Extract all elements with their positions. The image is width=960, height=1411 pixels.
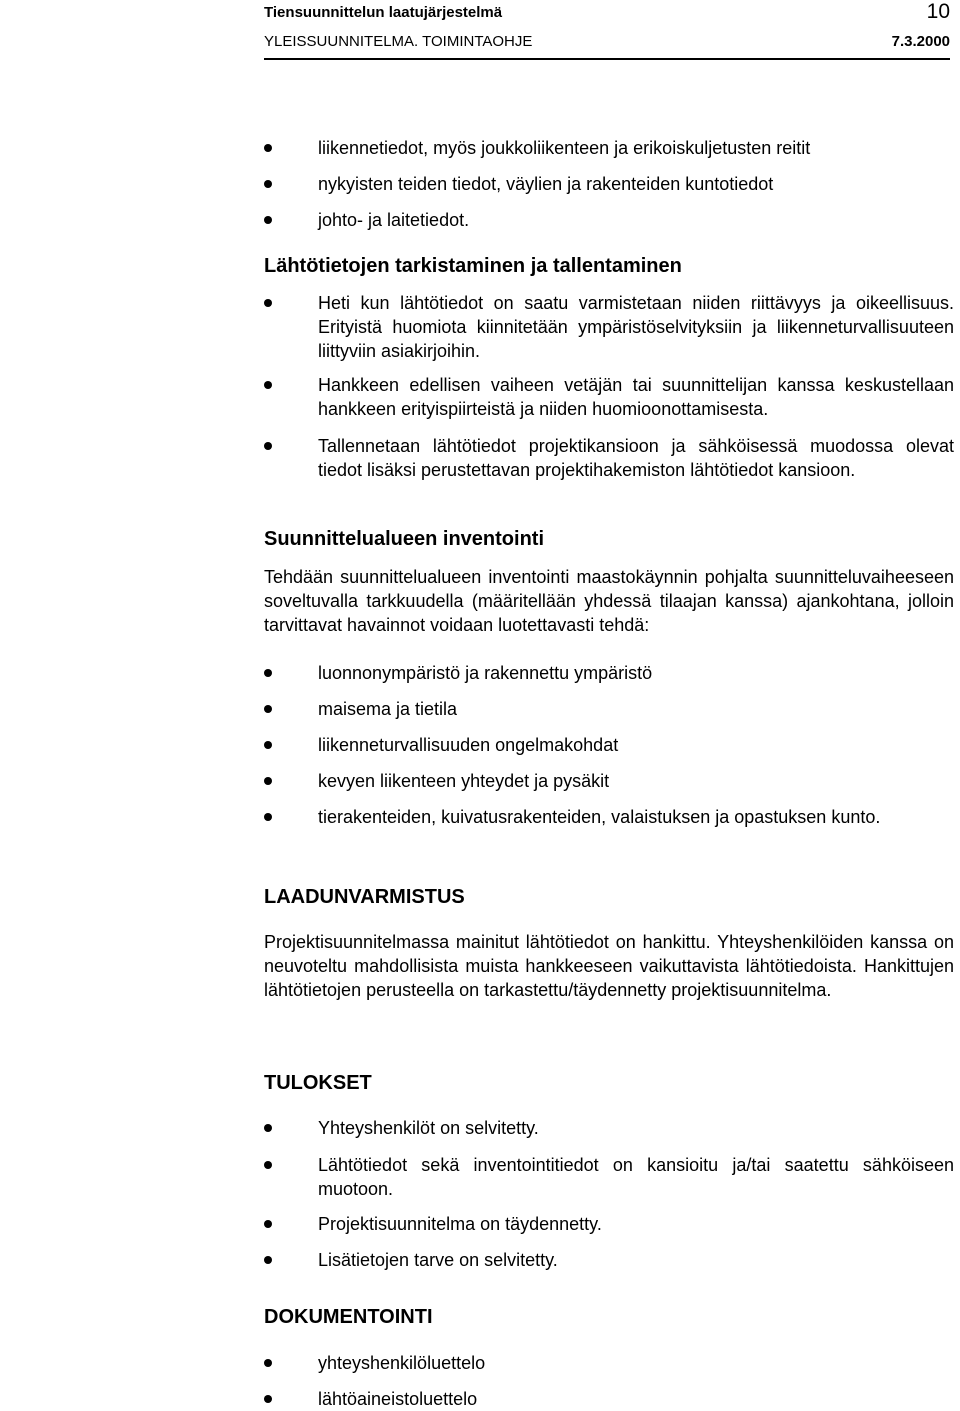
- document-date: 7.3.2000: [891, 33, 950, 50]
- list-item: [264, 805, 954, 829]
- list-item-text: Lisätietojen tarve on selvitetty.: [318, 1250, 558, 1270]
- bullet-icon: [264, 216, 272, 224]
- list-item-text: liikenneturvallisuuden ongelmakohdat: [318, 735, 619, 755]
- bullet-icon: [264, 299, 272, 307]
- list-item-text: Hankkeen edellisen vaiheen vetäjän tai suunnittelijan kanssa keskustellaan hankkeen erityispiirteistä ja niiden huomioonottamisesta.: [318, 375, 954, 419]
- page-number: 10: [926, 0, 950, 23]
- list-item: [264, 136, 954, 160]
- list-item-text: Yhteyshenkilöt on selvitetty.: [318, 1118, 539, 1138]
- bullet-icon: [264, 1359, 272, 1367]
- inventory-paragraph: Tehdään suunnittelualueen inventointi maastokäynnin pohjalta suunnitteluvaiheeseen soveltuvalla tarkkuudella (määritellään yhdessä tilaajan kanssa) ajankohtana, jolloin tarvittavat havainnot voidaan luotettavasti tehdä:: [264, 567, 954, 635]
- document-subtitle: YLEISSUUNNITELMA. TOIMINTAOHJE: [264, 33, 533, 50]
- list-item: [264, 172, 954, 196]
- list-item-text: Tallennetaan lähtötiedot projektikansioon ja sähköisessä muodossa olevat tiedot lisäksi perustettavan projektihakemiston lähtötiedot kansioon.: [318, 436, 954, 480]
- bullet-icon: [264, 144, 272, 152]
- bullet-icon: [264, 1161, 272, 1169]
- list-item: [264, 1351, 954, 1375]
- bullet-icon: [264, 705, 272, 713]
- list-item-text: kevyen liikenteen yhteydet ja pysäkit: [318, 771, 610, 791]
- list-item-text: nykyisten teiden tiedot, väylien ja rakenteiden kuntotiedot: [318, 174, 774, 194]
- list-item: [264, 208, 954, 232]
- bullet-icon: [264, 669, 272, 677]
- quality-paragraph: Projektisuunnitelmassa mainitut lähtötiedot on hankittu. Yhteyshenkilöiden kanssa on neuvoteltu mahdollisista muista hankkeeseen vaikuttavista lähtötiedoista. Hankittujen lähtötietojen perusteella on tarkastettu/täydennetty projektisuunnitelma.: [264, 932, 954, 1000]
- bullet-icon: [264, 180, 272, 188]
- document-title: Tiensuunnittelun laatujärjestelmä: [264, 4, 503, 21]
- list-item: [264, 769, 954, 793]
- list-item-text: Lähtötiedot sekä inventointitiedot on kansioitu ja/tai saatettu sähköiseen muotoon.: [318, 1155, 954, 1199]
- list-item-text: liikennetiedot, myös joukkoliikenteen ja erikoiskuljetusten reitit: [318, 138, 811, 158]
- section-heading-documentation: DOKUMENTOINTI: [264, 1306, 433, 1328]
- bullet-icon: [264, 1395, 272, 1403]
- list-item: [264, 291, 954, 363]
- list-item-text: maisema ja tietila: [318, 699, 458, 719]
- list-item-text: johto- ja laitetiedot.: [318, 210, 470, 230]
- list-item: [264, 373, 954, 421]
- section-heading-inventory: Suunnittelualueen inventointi: [264, 528, 544, 550]
- list-item-text: Projektisuunnitelma on täydennetty.: [318, 1214, 602, 1234]
- list-item: [264, 434, 954, 482]
- bullet-icon: [264, 1256, 272, 1264]
- bullet-icon: [264, 741, 272, 749]
- section-heading-results: TULOKSET: [264, 1072, 372, 1094]
- bullet-icon: [264, 1220, 272, 1228]
- bullet-icon: [264, 777, 272, 785]
- bullet-icon: [264, 381, 272, 389]
- list-item: [264, 1387, 954, 1411]
- list-item: [264, 697, 954, 721]
- bullet-icon: [264, 1124, 272, 1132]
- section-heading-checking: Lähtötietojen tarkistaminen ja tallentaminen: [264, 255, 682, 277]
- list-item-text: lähtöaineistoluettelo: [318, 1389, 478, 1409]
- bullet-icon: [264, 813, 272, 821]
- list-item: [264, 1153, 954, 1201]
- list-item: [264, 661, 954, 685]
- list-item: [264, 733, 954, 757]
- header-divider: [264, 58, 950, 60]
- list-item: [264, 1248, 954, 1272]
- list-item-text: Heti kun lähtötiedot on saatu varmistetaan niiden riittävyys ja oikeellisuus. Erityistä huomiota kiinnitetään ympäristöselvityksiin ja liikenneturvallisuuteen liittyviin asiakirjoihin.: [318, 293, 954, 361]
- list-item-text: yhteyshenkilöluettelo: [318, 1353, 486, 1373]
- list-item-text: tierakenteiden, kuivatusrakenteiden, valaistuksen ja opastuksen kunto.: [318, 807, 881, 827]
- list-item: [264, 1212, 954, 1236]
- section-heading-quality: LAADUNVARMISTUS: [264, 886, 465, 908]
- list-item: [264, 1116, 954, 1140]
- bullet-icon: [264, 442, 272, 450]
- list-item-text: luonnonympäristö ja rakennettu ympäristö: [318, 663, 653, 683]
